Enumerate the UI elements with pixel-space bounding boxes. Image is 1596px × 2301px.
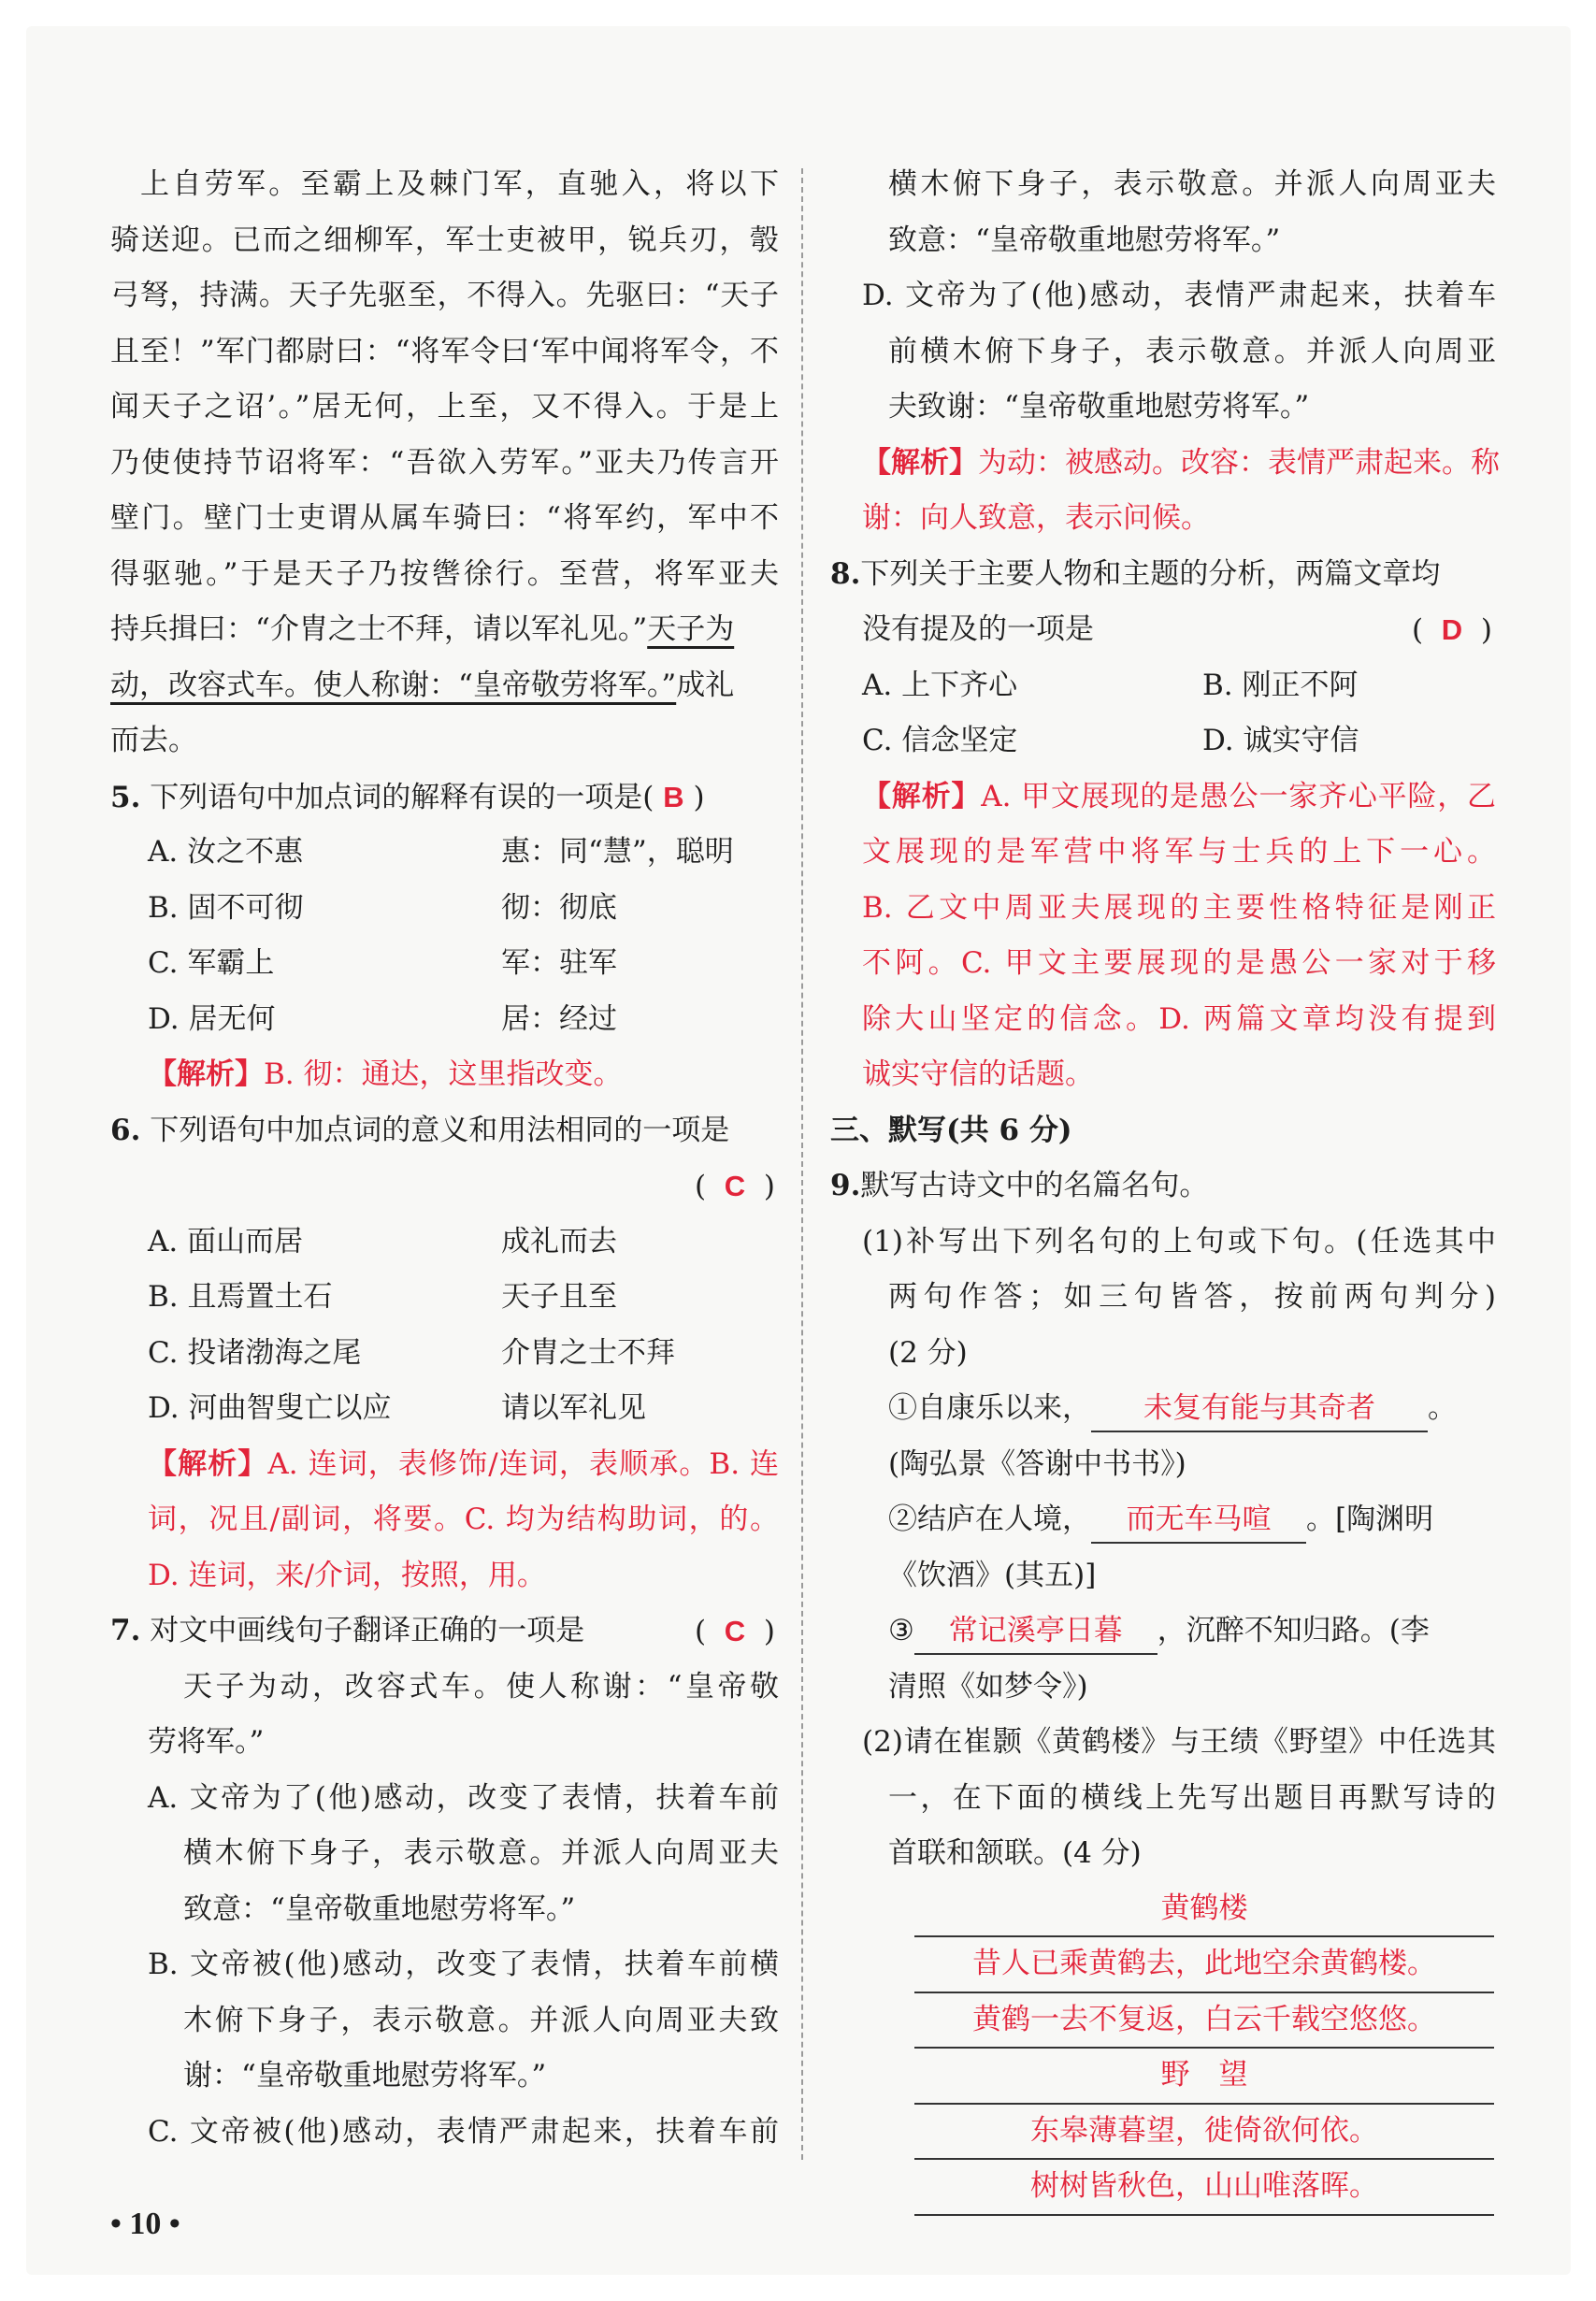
option-line: 横木俯下身子，表示敬意。并派人向周亚夫 (183, 1836, 779, 1870)
option-line: C. 文帝被(他)感动，表情严肃起来，扶着车前 (148, 2114, 779, 2149)
passage-line: 而去。 (110, 724, 197, 757)
option-explain: 军：驻军 (501, 946, 617, 980)
fill-source: 清照《如梦令》) (888, 1669, 1088, 1704)
analysis-text: 词，况且/副词，将要。C. 均为结构助词，的。 (148, 1503, 779, 1536)
poem-title-answer: 黄鹤楼 (914, 1882, 1494, 1938)
option-text: D. 河曲智叟亡以应 (148, 1391, 392, 1425)
option-compare: 介胄之士不拜 (501, 1335, 675, 1370)
section-heading: 三、默写(共 6 分) (830, 1113, 1072, 1147)
paren: ) (1480, 613, 1492, 647)
analysis (830, 769, 1496, 826)
underlined-sentence: 天子为 (647, 612, 735, 646)
passage-line: 上自劳军。至霸上及棘门军，直驰入，将以下 (140, 167, 779, 201)
sub-question-text: (2)请在崔颢《黄鹤楼》与王绩《野望》中任选其 (862, 1725, 1496, 1759)
passage-line: 壁门。壁门士吏谓从属车骑曰：“将军约，军中不 (110, 501, 779, 535)
option-line: D. 文帝为了(他)感动，表情严肃起来，扶着车 (862, 279, 1496, 312)
poem-line-answer: 树树皆秋色，山山唯落晖。 (914, 2160, 1494, 2216)
question-9 (830, 1158, 1496, 1215)
passage-line: 且至！”军门都尉曰：“将军令曰‘军中闻将军令，不 (110, 334, 779, 368)
fill-prefix: ③ (888, 1614, 914, 1647)
answer-letter: B (663, 780, 684, 813)
question-8 (830, 547, 1496, 603)
analysis-text: 诚实守信的话题。 (862, 1057, 1094, 1091)
option-row (110, 1326, 779, 1382)
fill-suffix: 。 (1428, 1391, 1457, 1425)
quoted-sentence: 劳将军。” (148, 1725, 265, 1759)
option-row (110, 936, 779, 992)
page-number: • 10 • (110, 2207, 180, 2241)
analysis-tag: 【解析】 (148, 1057, 264, 1091)
poem-line-answer: 东皋薄暮望，徙倚欲何依。 (914, 2105, 1494, 2161)
fill-blank-answer: 未复有能与其奇者 (1091, 1386, 1428, 1432)
poem-line-answer: 黄鹤一去不复返，白云千载空悠悠。 (914, 1993, 1494, 2049)
underlined-sentence: 动，改容式车。使人称谢：“皇帝敬劳将军。” (110, 668, 677, 702)
sub-question-text: 两句作答；如三句皆答，按前两句判分) (888, 1280, 1496, 1314)
fill-suffix: 。[陶渊明 (1306, 1503, 1434, 1536)
analysis-text: A. 连词，表修饰/连词，表顺承。B. 连 (267, 1446, 780, 1481)
sub-question-text: (1)补写出下列名句的上句或下句。(任选其中 (862, 1224, 1496, 1258)
option-line: 致意：“皇帝敬重地慰劳将军。” (183, 1891, 576, 1926)
option-row (830, 658, 1496, 714)
question-number: 9. (830, 1169, 861, 1202)
question-7 (110, 1604, 779, 1660)
option-compare: 请以军礼见 (501, 1391, 646, 1425)
paren: ( (694, 1615, 707, 1648)
analysis-text: 文展现的是军营中将军与士兵的上下一心。 (862, 835, 1496, 869)
option-line: 木俯下身子，表示敬意。并派人向周亚夫致 (183, 2003, 779, 2037)
option-compare: 成礼而去 (501, 1224, 617, 1258)
option-text: B. 固不可彻 (148, 890, 304, 925)
analysis-text: 谢：向人致意，表示问候。 (862, 501, 1210, 535)
fill-item-1 (830, 1381, 1496, 1437)
analysis-tag: 【解析】 (148, 1446, 268, 1481)
question-stem: 下列关于主要人物和主题的分析，两篇文章均 (860, 556, 1441, 591)
passage-line: 乃使使持节诏将军：“吾欲入劳军。”亚夫乃传言开 (110, 445, 779, 480)
analysis-text: 除大山坚定的信念。D. 两篇文章均没有提到 (862, 1001, 1496, 1036)
option-row (110, 825, 779, 881)
option-explain: 彻：彻底 (501, 890, 617, 925)
fill-blank-answer: 常记溪亭日暮 (914, 1608, 1157, 1655)
fill-blank-answer: 而无车马喧 (1091, 1497, 1306, 1544)
column-divider (801, 168, 803, 2160)
option-line: 横木俯下身子，表示敬意。并派人向周亚夫 (888, 167, 1496, 201)
paren: ) (693, 780, 705, 814)
option-row (830, 713, 1496, 769)
option-compare: 天子且至 (501, 1280, 617, 1314)
option-text: A. 汝之不惠 (148, 835, 304, 869)
question-stem: 对文中画线句子翻译正确的一项是 (150, 1614, 585, 1647)
fill-source: 《饮酒》(其五)] (888, 1558, 1097, 1592)
question-stem-cont (830, 602, 1496, 658)
right-column (830, 157, 1500, 2216)
option-text: C. 军霸上 (148, 946, 275, 980)
option-row (110, 1270, 779, 1326)
option-text: A. 上下齐心 (862, 668, 1018, 702)
option-line: A. 文帝为了(他)感动，改变了表情，扶着车前 (148, 1780, 779, 1815)
paren: ( (1411, 613, 1424, 647)
fill-prefix: ②结庐在人境， (888, 1503, 1091, 1536)
question-number: 6. (110, 1113, 141, 1147)
question-stem: 默写古诗文中的名篇名句。 (860, 1169, 1209, 1202)
option-explain: 居：经过 (501, 1001, 617, 1036)
passage-line: 骑送迎。已而之细柳军，军士吏被甲，锐兵刃，彀 (110, 223, 779, 257)
question-number: 8. (830, 556, 861, 591)
option-row (110, 881, 779, 937)
analysis-text: 不阿。C. 甲文主要展现的是愚公一家对于移 (862, 946, 1496, 980)
analysis-text: D. 连词，来/介词，按照，用。 (148, 1558, 546, 1592)
answer-letter: D (1441, 613, 1463, 646)
option-text: B. 且焉置土石 (148, 1280, 333, 1314)
analysis-text: A. 甲文展现的是愚公一家齐心平险，乙 (981, 779, 1497, 813)
option-row (110, 1215, 779, 1271)
analysis-text: B. 彻：通达，这里指改变。 (264, 1057, 623, 1091)
answer-letter: C (724, 1615, 746, 1647)
question-6 (110, 1103, 779, 1159)
sub-question-text: 一，在下面的横线上先写出题目再默写诗的 (888, 1780, 1496, 1815)
analysis (110, 1047, 779, 1103)
answer-letter: C (724, 1170, 746, 1202)
fill-prefix: ①自康乐以来， (888, 1391, 1091, 1425)
poem-line-answer: 昔人已乘黄鹤去，此地空余黄鹤楼。 (914, 1937, 1494, 1993)
answer-bracket (110, 1158, 779, 1215)
option-line: B. 文帝被(他)感动，改变了表情，扶着车前横 (148, 1948, 779, 1981)
analysis-tag: 【解析】 (862, 445, 978, 480)
analysis-text: B. 乙文中周亚夫展现的主要性格特征是刚正 (862, 890, 1496, 925)
passage-line (110, 602, 779, 658)
analysis-tag: 【解析】 (862, 779, 982, 813)
poem-title-answer: 野 望 (914, 2049, 1494, 2105)
passage-line: 弓弩，持满。天子先驱至，不得入。先驱曰：“天子 (110, 279, 779, 312)
option-text: A. 面山而居 (148, 1224, 304, 1258)
option-row (110, 1381, 779, 1437)
option-text: D. 诚实守信 (1202, 724, 1359, 757)
fill-item-3 (830, 1604, 1496, 1660)
paren: ) (763, 1615, 775, 1648)
option-text: B. 刚正不阿 (1202, 668, 1359, 702)
sub-question-text: (2 分) (888, 1335, 968, 1370)
option-text: D. 居无何 (148, 1001, 276, 1036)
passage-line (110, 658, 779, 714)
fill-item-2 (830, 1492, 1496, 1548)
passage-line: 闻天子之诏’。”居无何，上至，又不得入。于是上 (110, 390, 779, 424)
option-line: 致意：“皇帝敬重地慰劳将军。” (888, 223, 1281, 257)
fill-suffix: ，沉醉不知归路。(李 (1157, 1614, 1430, 1647)
question-stem: 没有提及的一项是 (862, 612, 1094, 646)
passage-line: 得驱驰。”于是天子乃按辔徐行。至营，将军亚夫 (110, 556, 779, 591)
option-line: 前横木俯下身子，表示敬意。并派人向周亚 (888, 334, 1496, 368)
option-explain: 惠：同“慧”，聪明 (501, 835, 734, 869)
question-stem: 下列语句中加点词的意义和用法相同的一项是 (150, 1113, 730, 1147)
question-number: 7. (110, 1614, 141, 1647)
fill-source: (陶弘景《答谢中书书》) (888, 1446, 1186, 1481)
analysis (830, 436, 1500, 492)
option-text: C. 信念坚定 (862, 724, 1018, 757)
analysis (110, 1437, 779, 1493)
option-row (110, 992, 779, 1048)
analysis-text: 为动：被感动。改容：表情严肃起来。称 (978, 445, 1500, 480)
option-line: 谢：“皇帝敬重地慰劳将军。” (183, 2059, 547, 2092)
passage-text: 成礼 (676, 668, 735, 702)
question-5 (110, 769, 779, 826)
passage-text: 持兵揖曰：“介胄之士不拜，请以军礼见。” (110, 612, 648, 646)
question-stem: 下列语句中加点词的解释有误的一项是( (150, 780, 654, 814)
sub-question-text: 首联和颔联。(4 分) (888, 1836, 1142, 1870)
option-text: C. 投诸渤海之尾 (148, 1335, 362, 1370)
question-number: 5. (110, 780, 141, 814)
left-column (110, 157, 779, 2160)
quoted-sentence: 天子为动，改容式车。使人称谢：“皇帝敬 (183, 1669, 779, 1704)
paren: ( (694, 1170, 707, 1203)
paren: ) (763, 1170, 775, 1203)
option-line: 夫致谢：“皇帝敬重地慰劳将军。” (888, 390, 1310, 424)
